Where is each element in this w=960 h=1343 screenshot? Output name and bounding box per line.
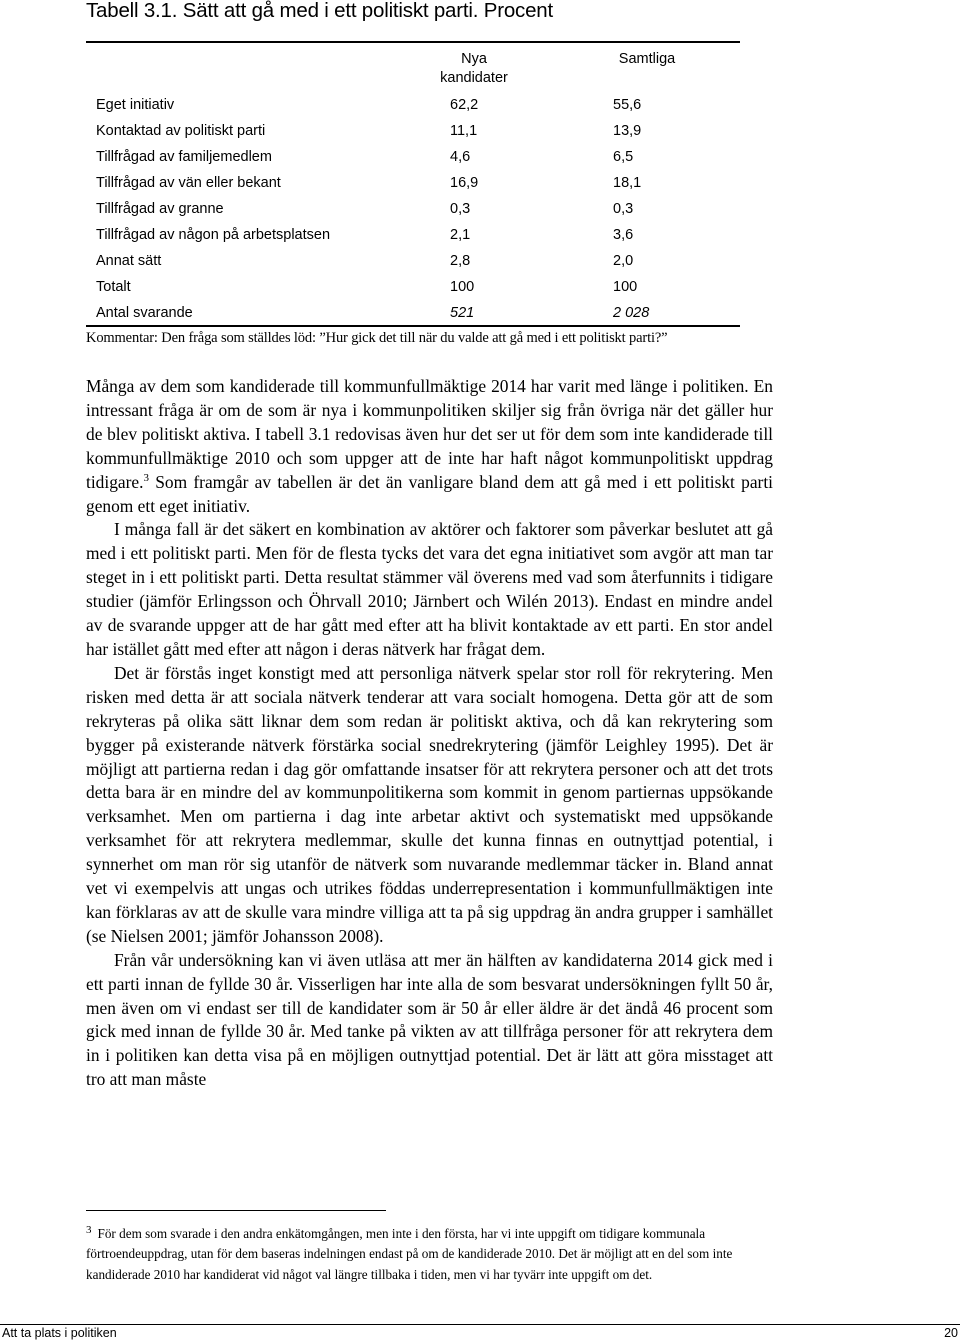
footnote-separator — [86, 1210, 386, 1211]
row-label: Tillfrågad av granne — [96, 201, 224, 217]
cell-nya: 4,6 — [450, 149, 471, 165]
cell-nya: 62,2 — [450, 97, 479, 113]
footnote-number: 3 — [86, 1223, 92, 1236]
body-text — [86, 375, 773, 1092]
table-row — [86, 121, 740, 147]
cell-samtliga: 55,6 — [613, 97, 642, 113]
cell-samtliga: 13,9 — [613, 123, 642, 139]
row-label: Tillfrågad av vän eller bekant — [96, 175, 281, 191]
table-row — [86, 277, 740, 303]
cell-samtliga: 2 028 — [613, 305, 650, 321]
paragraph — [86, 375, 773, 518]
table-row — [86, 225, 740, 251]
paragraph-text: Många av dem som kandiderade till kommunfullmäktige 2014 har varit med länge i politiken. En intressant fråga är om de som är nya i kommunpolitiken skiljer sig från övriga när det gäller hur de blev politiskt aktiva. I tabell 3.1 redovisas även hur det ser ut för dem som inte kandiderade till kommunfullmäktige 2010 och som uppger att de inte har haft något kommunpolitiskt uppdrag tidigare. — [86, 376, 773, 492]
row-label: Tillfrågad av någon på arbetsplatsen — [96, 227, 331, 243]
row-label: Kontaktad av politiskt parti — [96, 123, 266, 139]
footnote-reference[interactable]: 3 — [143, 471, 149, 484]
footer-rule — [0, 1324, 960, 1325]
paragraph-text: Som framgår av tabellen är det än vanligare bland dem att gå med i ett politiskt parti genom ett eget initiativ. — [86, 471, 773, 516]
cell-nya: 0,3 — [450, 201, 471, 217]
cell-samtliga: 0,3 — [613, 201, 634, 217]
column-header-nya-kandidater: Nya kandidater — [440, 51, 508, 86]
table-row — [86, 95, 740, 121]
cell-nya: 2,1 — [450, 227, 471, 243]
table-row — [86, 147, 740, 173]
row-label: Eget initiativ — [96, 97, 175, 113]
column-header-samtliga: Samtliga — [618, 51, 676, 67]
table-comment: Kommentar: Den fråga som ställdes löd: ”Hur gick det till när du valde att gå med i ett politiskt parti?” — [86, 330, 668, 346]
cell-samtliga: 3,6 — [613, 227, 634, 243]
table-row — [86, 199, 740, 225]
cell-samtliga: 6,5 — [613, 149, 634, 165]
cell-samtliga: 100 — [613, 279, 638, 295]
table-row — [86, 251, 740, 277]
table-row — [86, 303, 740, 329]
row-label: Annat sätt — [96, 253, 162, 269]
running-footer-title: Att ta plats i politiken — [2, 1326, 117, 1340]
table-row — [86, 173, 740, 199]
cell-nya: 521 — [450, 305, 475, 321]
footnote-text: För dem som svarade i den andra enkätomgången, men inte i den första, har vi inte uppgift om tidigare kommunala förtroendeuppdrag, utan för dem baseras indelningen endast på om de kandiderade 2010. Det är möjligt att en del som inte kandiderade 2010 har kandiderat vid något val längre tillbaka i tiden, men vi har tyvärr inte uppgift om det. — [86, 1226, 733, 1282]
paragraph: Från vår undersökning kan vi även utläsa att mer än hälften av kandidaterna 2014 gick med i ett parti innan de fyllde 30 år. Visserligen har inte alla de som besvarat undersökningen fyllt 50 år, men även om vi endast ser till de kandidater som är 50 år eller äldre är det ändå 46 procent som gick med innan de fyllde 30 år. Med tanke på vikten av att tillfråga personer för att rekrytera dem in i politiken kan detta visa på en möjligen outnyttjad potential. Det är lätt att göra misstaget att tro att man måste — [86, 949, 773, 1090]
cell-nya: 100 — [450, 279, 475, 295]
data-table — [86, 41, 740, 327]
paragraph: I många fall är det säkert en kombination av aktörer och faktorer som påverkar beslutet att gå med i ett politiskt parti. Men för de flesta tycks det vara det egna initiativet som avgör att man tar steget in i ett politiskt parti. Detta resultat stämmer väl överens med vad som återfunnits i tidigare studier (jämför Erlingsson och Öhrvall 2010; Järnbert och Wilén 2013). Endast en mindre andel av de svarande uppger att de har gått med efter att ha blivit kontaktade av ett parti. En stor andel har istället gått med efter att någon i deras nätverk har frågat dem. — [86, 519, 773, 659]
row-label: Tillfrågad av familjemedlem — [96, 149, 272, 165]
cell-samtliga: 18,1 — [613, 175, 642, 191]
cell-samtliga: 2,0 — [613, 253, 634, 269]
cell-nya: 16,9 — [450, 175, 479, 191]
row-label: Totalt — [96, 279, 131, 295]
footnote — [86, 1224, 776, 1285]
page-number: 20 — [944, 1326, 958, 1340]
row-label: Antal svarande — [96, 305, 193, 321]
cell-nya: 2,8 — [450, 253, 471, 269]
cell-nya: 11,1 — [450, 123, 478, 139]
table-caption: Tabell 3.1. Sätt att gå med i ett politiskt parti. Procent — [86, 0, 553, 22]
paragraph: Det är förstås inget konstigt med att personliga nätverk spelar stor roll för rekrytering. Men risken med detta är att sociala nätverk tenderar att vara socialt homogena. Detta gör att de som rekryteras på olika sätt liknar dem som redan är politiskt aktiva, och då kan rekrytering som bygger på existerande nätverk förstärka social snedrekrytering (jämför Leighley 1995). Det är möjligt att partierna redan i dag gör omfattande insatser för att rekrytera personer och att det trots detta bara är en mindre del av kommunpolitikerna som kommit in genom partiernas uppsökande verksamhet. Men om partierna i dag inte arbetar aktivt och systematiskt med uppsökande verksamhet för att rekrytera medlemmar, skulle det kunna finnas en outnyttjad potential, i synnerhet om man rör sig utanför de nätverk som nuvarande medlemmar täcker in. Bland annat vet vi exempelvis att ungas och utrikes föddas underrepresentation i kommunfullmäktigen inte kan förklaras av att de skulle vara mindre villiga att ta på sig uppdrag än andra grupper i samhället (se Nielsen 2001; jämför Johansson 2008). — [86, 662, 773, 946]
